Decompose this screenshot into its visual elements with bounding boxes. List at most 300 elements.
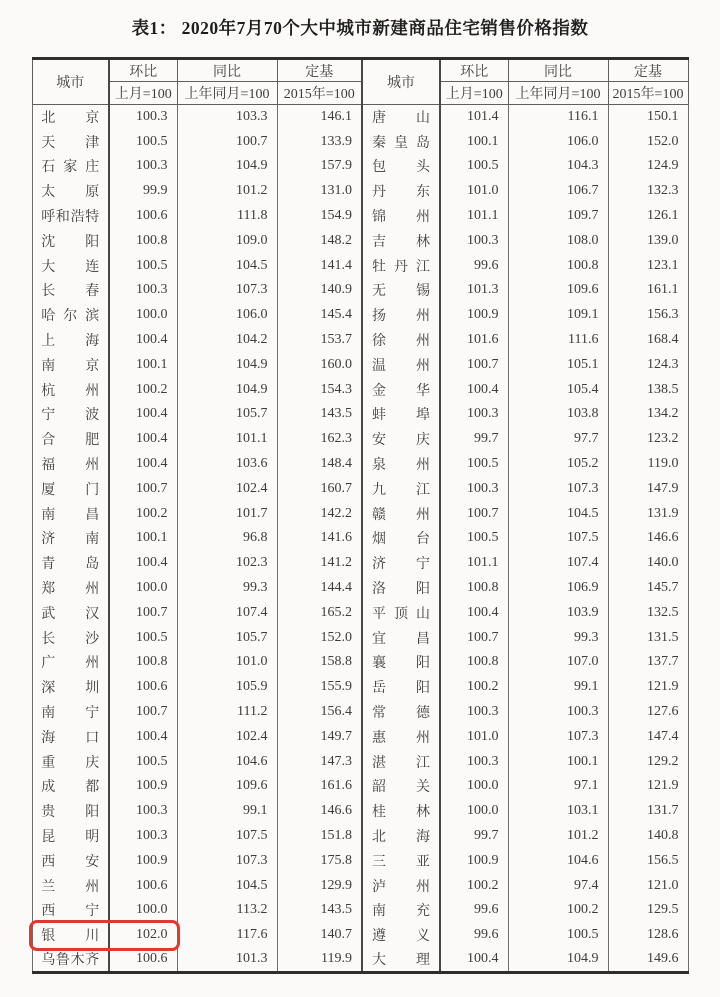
yoy-value-cell: 100.3 — [508, 700, 608, 725]
header-yoy-left: 同比 — [177, 59, 277, 82]
base-value-cell: 161.1 — [608, 278, 688, 303]
mom-value-cell: 100.9 — [109, 848, 177, 873]
yoy-value-cell: 104.5 — [177, 253, 277, 278]
city-cell — [32, 898, 109, 923]
table-row — [32, 278, 688, 303]
yoy-value-cell: 97.7 — [508, 427, 608, 452]
mom-value-cell: 100.4 — [109, 551, 177, 576]
mom-value-cell: 100.4 — [440, 600, 508, 625]
city-name: 贵阳 — [41, 805, 100, 821]
city-cell — [32, 774, 109, 799]
city-cell — [362, 303, 440, 328]
mom-value-cell: 100.6 — [109, 204, 177, 229]
city-cell — [32, 600, 109, 625]
city-name: 哈尔滨 — [41, 309, 100, 325]
yoy-value-cell: 107.0 — [508, 650, 608, 675]
yoy-value-cell: 105.2 — [508, 452, 608, 477]
mom-value-cell: 99.6 — [440, 923, 508, 948]
table-row — [32, 377, 688, 402]
mom-value-cell: 100.3 — [440, 476, 508, 501]
city-name: 西宁 — [41, 904, 100, 920]
base-value-cell: 140.8 — [608, 824, 688, 849]
mom-value-cell: 100.7 — [109, 600, 177, 625]
mom-value-cell: 101.1 — [440, 204, 508, 229]
yoy-value-cell: 105.7 — [177, 402, 277, 427]
base-value-cell: 154.9 — [277, 204, 362, 229]
mom-value-cell: 100.5 — [109, 749, 177, 774]
table-row — [32, 352, 688, 377]
city-name: 桂林 — [372, 805, 430, 821]
city-name: 长沙 — [41, 631, 100, 647]
mom-value-cell: 101.3 — [440, 278, 508, 303]
base-value-cell: 147.4 — [608, 724, 688, 749]
city-name: 武汉 — [41, 606, 100, 622]
city-cell — [362, 724, 440, 749]
mom-value-cell: 100.3 — [440, 402, 508, 427]
city-name: 青岛 — [41, 557, 100, 573]
yoy-value-cell: 101.0 — [177, 650, 277, 675]
city-name: 北京 — [41, 111, 100, 127]
city-name: 深圳 — [41, 681, 100, 697]
city-name: 常德 — [372, 706, 430, 722]
yoy-value-cell: 100.2 — [508, 898, 608, 923]
city-cell — [362, 700, 440, 725]
base-value-cell: 129.5 — [608, 898, 688, 923]
base-value-cell: 121.9 — [608, 675, 688, 700]
city-name: 蚌埠 — [372, 408, 430, 424]
yoy-value-cell: 104.3 — [508, 154, 608, 179]
base-value-cell: 149.6 — [608, 948, 688, 973]
header-base-sub-left: 2015年=100 — [277, 82, 362, 105]
base-value-cell: 141.2 — [277, 551, 362, 576]
city-name: 南京 — [41, 358, 100, 374]
yoy-value-cell: 116.1 — [508, 105, 608, 130]
base-value-cell: 160.7 — [277, 476, 362, 501]
yoy-value-cell: 117.6 — [177, 923, 277, 948]
city-name: 襄阳 — [372, 656, 430, 672]
city-name: 福州 — [41, 458, 100, 474]
mom-value-cell: 100.1 — [440, 129, 508, 154]
base-value-cell: 146.1 — [277, 105, 362, 130]
city-cell — [362, 402, 440, 427]
mom-value-cell: 100.1 — [109, 526, 177, 551]
city-name: 呼和浩特 — [41, 210, 100, 226]
city-name: 平顶山 — [372, 606, 430, 622]
city-cell — [32, 253, 109, 278]
city-cell — [362, 129, 440, 154]
city-name: 唐山 — [372, 111, 430, 127]
yoy-value-cell: 104.9 — [177, 154, 277, 179]
yoy-value-cell: 96.8 — [177, 526, 277, 551]
mom-value-cell: 100.4 — [109, 452, 177, 477]
city-cell — [32, 427, 109, 452]
city-name: 大连 — [41, 259, 100, 275]
base-value-cell: 148.2 — [277, 228, 362, 253]
base-value-cell: 134.2 — [608, 402, 688, 427]
base-value-cell: 175.8 — [277, 848, 362, 873]
city-cell — [362, 352, 440, 377]
yoy-value-cell: 100.5 — [508, 923, 608, 948]
yoy-value-cell: 103.3 — [177, 105, 277, 130]
yoy-value-cell: 105.7 — [177, 625, 277, 650]
yoy-value-cell: 101.2 — [508, 824, 608, 849]
city-cell — [362, 328, 440, 353]
city-cell — [362, 476, 440, 501]
city-cell — [362, 848, 440, 873]
city-name: 济南 — [41, 532, 100, 548]
city-cell — [32, 526, 109, 551]
header-yoy-right: 同比 — [508, 59, 608, 82]
mom-value-cell: 100.8 — [109, 228, 177, 253]
header-row-groups — [32, 59, 688, 82]
city-name: 长春 — [41, 284, 100, 300]
yoy-value-cell: 104.6 — [177, 749, 277, 774]
base-value-cell: 152.0 — [608, 129, 688, 154]
city-cell — [32, 154, 109, 179]
base-value-cell: 165.2 — [277, 600, 362, 625]
table-row — [32, 204, 688, 229]
city-name: 赣州 — [372, 507, 430, 523]
yoy-value-cell: 100.1 — [508, 749, 608, 774]
city-cell — [32, 873, 109, 898]
city-cell — [362, 625, 440, 650]
base-value-cell: 132.5 — [608, 600, 688, 625]
base-value-cell: 123.1 — [608, 253, 688, 278]
city-cell — [362, 576, 440, 601]
table-body — [32, 105, 688, 973]
city-name: 湛江 — [372, 755, 430, 771]
header-row-subs — [32, 82, 688, 105]
city-cell — [362, 154, 440, 179]
mom-value-cell: 100.5 — [440, 452, 508, 477]
base-value-cell: 119.0 — [608, 452, 688, 477]
city-name: 杭州 — [41, 383, 100, 399]
city-cell — [32, 278, 109, 303]
mom-value-cell: 99.6 — [440, 253, 508, 278]
mom-value-cell: 100.3 — [440, 749, 508, 774]
mom-value-cell: 100.7 — [440, 352, 508, 377]
city-name: 韶关 — [372, 780, 430, 796]
base-value-cell: 141.6 — [277, 526, 362, 551]
yoy-value-cell: 107.4 — [508, 551, 608, 576]
city-name: 丹东 — [372, 185, 430, 201]
city-name: 宁波 — [41, 408, 100, 424]
yoy-value-cell: 105.9 — [177, 675, 277, 700]
city-cell — [32, 948, 109, 973]
yoy-value-cell: 101.7 — [177, 501, 277, 526]
yoy-value-cell: 104.9 — [177, 377, 277, 402]
city-cell — [362, 501, 440, 526]
city-name: 泸州 — [372, 879, 430, 895]
city-cell — [32, 824, 109, 849]
base-value-cell: 155.9 — [277, 675, 362, 700]
table-row — [32, 576, 688, 601]
table-row — [32, 700, 688, 725]
yoy-value-cell: 97.4 — [508, 873, 608, 898]
mom-value-cell: 100.3 — [109, 278, 177, 303]
mom-value-cell: 100.4 — [440, 948, 508, 973]
city-name: 包头 — [372, 160, 430, 176]
mom-value-cell: 100.4 — [440, 377, 508, 402]
city-name: 兰州 — [41, 879, 100, 895]
city-name: 金华 — [372, 383, 430, 399]
city-name: 遵义 — [372, 929, 430, 945]
table-row — [32, 154, 688, 179]
yoy-value-cell: 106.9 — [508, 576, 608, 601]
city-name: 石家庄 — [41, 160, 100, 176]
yoy-value-cell: 101.2 — [177, 179, 277, 204]
base-value-cell: 132.3 — [608, 179, 688, 204]
mom-value-cell: 100.7 — [109, 700, 177, 725]
base-value-cell: 139.0 — [608, 228, 688, 253]
mom-value-cell: 100.8 — [109, 650, 177, 675]
base-value-cell: 168.4 — [608, 328, 688, 353]
yoy-value-cell: 99.1 — [508, 675, 608, 700]
city-cell — [32, 799, 109, 824]
city-cell — [362, 228, 440, 253]
mom-value-cell: 100.9 — [440, 303, 508, 328]
mom-value-cell: 100.5 — [440, 154, 508, 179]
mom-value-cell: 100.2 — [440, 873, 508, 898]
yoy-value-cell: 104.9 — [177, 352, 277, 377]
city-name: 无锡 — [372, 284, 430, 300]
city-cell — [362, 427, 440, 452]
city-name: 银川 — [41, 929, 100, 945]
city-cell — [32, 105, 109, 130]
city-cell — [362, 675, 440, 700]
table-row — [32, 129, 688, 154]
city-cell — [362, 898, 440, 923]
base-value-cell: 143.5 — [277, 402, 362, 427]
mom-value-cell: 100.3 — [109, 105, 177, 130]
mom-value-cell: 100.6 — [109, 675, 177, 700]
mom-value-cell: 101.0 — [440, 179, 508, 204]
city-name: 南宁 — [41, 706, 100, 722]
base-value-cell: 121.0 — [608, 873, 688, 898]
city-cell — [32, 303, 109, 328]
table-row — [32, 600, 688, 625]
mom-value-cell: 99.7 — [440, 427, 508, 452]
city-name: 郑州 — [41, 582, 100, 598]
mom-value-cell: 100.0 — [440, 774, 508, 799]
base-value-cell: 129.9 — [277, 873, 362, 898]
city-cell — [362, 749, 440, 774]
base-value-cell: 156.3 — [608, 303, 688, 328]
yoy-value-cell: 101.3 — [177, 948, 277, 973]
yoy-value-cell: 111.8 — [177, 204, 277, 229]
base-value-cell: 161.6 — [277, 774, 362, 799]
city-name: 广州 — [41, 656, 100, 672]
mom-value-cell: 100.0 — [440, 799, 508, 824]
city-name: 惠州 — [372, 730, 430, 746]
mom-value-cell: 100.0 — [109, 303, 177, 328]
city-cell — [32, 179, 109, 204]
table-row — [32, 452, 688, 477]
yoy-value-cell: 99.3 — [177, 576, 277, 601]
table-row — [32, 848, 688, 873]
city-name: 宜昌 — [372, 631, 430, 647]
yoy-value-cell: 100.8 — [508, 253, 608, 278]
city-name: 海口 — [41, 730, 100, 746]
mom-value-cell: 100.4 — [109, 427, 177, 452]
city-name: 锦州 — [372, 210, 430, 226]
yoy-value-cell: 108.0 — [508, 228, 608, 253]
base-value-cell: 145.7 — [608, 576, 688, 601]
mom-value-cell: 100.5 — [440, 526, 508, 551]
yoy-value-cell: 103.1 — [508, 799, 608, 824]
city-name: 上海 — [41, 334, 100, 350]
city-cell — [32, 328, 109, 353]
base-value-cell: 126.1 — [608, 204, 688, 229]
base-value-cell: 138.5 — [608, 377, 688, 402]
base-value-cell: 141.4 — [277, 253, 362, 278]
mom-value-cell: 100.8 — [440, 650, 508, 675]
table-row — [32, 824, 688, 849]
yoy-value-cell: 105.4 — [508, 377, 608, 402]
yoy-value-cell: 109.1 — [508, 303, 608, 328]
price-index-table — [32, 57, 689, 974]
city-name: 西安 — [41, 854, 100, 870]
base-value-cell: 162.3 — [277, 427, 362, 452]
mom-value-cell: 100.5 — [109, 129, 177, 154]
city-name: 大理 — [372, 953, 430, 969]
yoy-value-cell: 107.5 — [177, 824, 277, 849]
city-cell — [32, 675, 109, 700]
table-row — [32, 427, 688, 452]
table-row — [32, 253, 688, 278]
base-value-cell: 131.7 — [608, 799, 688, 824]
city-cell — [32, 228, 109, 253]
base-value-cell: 140.9 — [277, 278, 362, 303]
base-value-cell: 146.6 — [608, 526, 688, 551]
table-header — [32, 59, 688, 105]
city-cell — [362, 278, 440, 303]
city-cell — [362, 824, 440, 849]
city-name: 太原 — [41, 185, 100, 201]
city-name: 济宁 — [372, 557, 430, 573]
table-row — [32, 898, 688, 923]
city-cell — [32, 501, 109, 526]
table-row — [32, 948, 688, 973]
mom-value-cell: 99.6 — [440, 898, 508, 923]
city-cell — [32, 402, 109, 427]
base-value-cell: 144.4 — [277, 576, 362, 601]
city-name: 吉林 — [372, 234, 430, 250]
base-value-cell: 128.6 — [608, 923, 688, 948]
mom-value-cell: 100.6 — [109, 873, 177, 898]
base-value-cell: 143.5 — [277, 898, 362, 923]
city-cell — [32, 452, 109, 477]
yoy-value-cell: 100.7 — [177, 129, 277, 154]
base-value-cell: 131.9 — [608, 501, 688, 526]
city-cell — [32, 749, 109, 774]
yoy-value-cell: 104.9 — [508, 948, 608, 973]
table-title: 表1： 2020年7月70个大中城市新建商品住宅销售价格指数 — [131, 18, 589, 38]
yoy-value-cell: 109.0 — [177, 228, 277, 253]
yoy-value-cell: 103.6 — [177, 452, 277, 477]
base-value-cell: 124.9 — [608, 154, 688, 179]
mom-value-cell: 100.5 — [109, 625, 177, 650]
yoy-value-cell: 106.7 — [508, 179, 608, 204]
mom-value-cell: 100.3 — [109, 799, 177, 824]
city-cell — [32, 204, 109, 229]
city-name: 乌鲁木齐 — [41, 953, 100, 969]
city-cell — [32, 848, 109, 873]
mom-value-cell: 100.6 — [109, 948, 177, 973]
yoy-value-cell: 106.0 — [508, 129, 608, 154]
city-cell — [362, 377, 440, 402]
table-row — [32, 402, 688, 427]
yoy-value-cell: 109.6 — [508, 278, 608, 303]
city-name: 扬州 — [372, 309, 430, 325]
city-cell — [32, 476, 109, 501]
mom-value-cell: 100.2 — [440, 675, 508, 700]
table-row — [32, 774, 688, 799]
mom-value-cell: 100.3 — [109, 154, 177, 179]
header-yoy-sub-left: 上年同月=100 — [177, 82, 277, 105]
city-cell — [32, 923, 109, 948]
table-row — [32, 724, 688, 749]
mom-value-cell: 100.4 — [109, 402, 177, 427]
base-value-cell: 127.6 — [608, 700, 688, 725]
mom-value-cell: 100.3 — [440, 228, 508, 253]
table-row — [32, 303, 688, 328]
city-name: 牡丹江 — [372, 259, 430, 275]
yoy-value-cell: 107.3 — [508, 724, 608, 749]
mom-value-cell: 100.5 — [109, 253, 177, 278]
city-cell — [362, 179, 440, 204]
table-row — [32, 476, 688, 501]
city-cell — [32, 352, 109, 377]
table-row — [32, 179, 688, 204]
mom-value-cell: 100.0 — [109, 898, 177, 923]
city-cell — [362, 650, 440, 675]
city-cell — [32, 576, 109, 601]
city-name: 岳阳 — [372, 681, 430, 697]
base-value-cell: 133.9 — [277, 129, 362, 154]
yoy-value-cell: 103.8 — [508, 402, 608, 427]
city-cell — [362, 799, 440, 824]
yoy-value-cell: 104.5 — [177, 873, 277, 898]
base-value-cell: 160.0 — [277, 352, 362, 377]
page — [0, 14, 720, 997]
city-cell — [32, 625, 109, 650]
city-name: 秦皇岛 — [372, 135, 430, 151]
city-cell — [32, 129, 109, 154]
yoy-value-cell: 107.3 — [177, 278, 277, 303]
base-value-cell: 123.2 — [608, 427, 688, 452]
yoy-value-cell: 105.1 — [508, 352, 608, 377]
header-city-right: 城市 — [362, 59, 440, 105]
mom-value-cell: 100.4 — [109, 724, 177, 749]
city-name: 沈阳 — [41, 234, 100, 250]
base-value-cell: 124.3 — [608, 352, 688, 377]
yoy-value-cell: 102.3 — [177, 551, 277, 576]
table-row — [32, 228, 688, 253]
yoy-value-cell: 107.3 — [508, 476, 608, 501]
table-row — [32, 501, 688, 526]
city-name: 厦门 — [41, 482, 100, 498]
yoy-value-cell: 104.5 — [508, 501, 608, 526]
table-row — [32, 923, 688, 948]
yoy-value-cell: 107.5 — [508, 526, 608, 551]
table-row — [32, 650, 688, 675]
header-yoy-sub-right: 上年同月=100 — [508, 82, 608, 105]
base-value-cell: 158.8 — [277, 650, 362, 675]
table-row — [32, 749, 688, 774]
mom-value-cell: 101.0 — [440, 724, 508, 749]
yoy-value-cell: 111.2 — [177, 700, 277, 725]
